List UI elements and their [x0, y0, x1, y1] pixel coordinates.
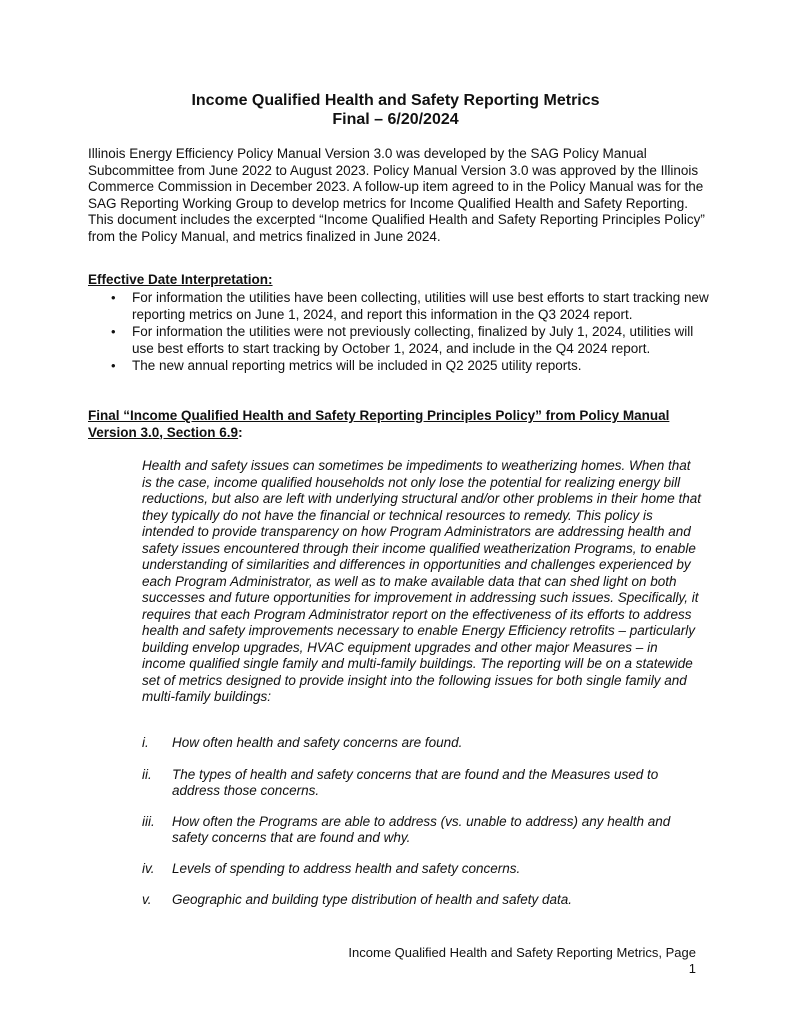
intro-paragraph: Illinois Energy Efficiency Policy Manual Version 3.0 was developed by the SAG Policy Manual Subcommittee from June 2022 to August 2023. Policy Manual Version 3.0 was approved by the Illinois Commerce Commission in December 2023. A follow-up item agreed to in the Policy Manual was for the SAG Reporting Working Group to develop metrics for Income Qualified Health and Safety Reporting. This document includes the excerpted “Income Qualified Health and Safety Reporting Principles Policy” from the Policy Manual, and metrics finalized in June 2024. [88, 146, 705, 244]
policy-heading [88, 408, 688, 441]
list-item [142, 735, 702, 752]
policy-heading-colon: : [238, 424, 243, 440]
item-text: How often health and safety concerns are found. [172, 735, 463, 750]
effective-date-heading: Effective Date Interpretation: [88, 272, 273, 287]
item-number: iii. [142, 813, 155, 829]
item-text: Levels of spending to address health and safety concerns. [172, 860, 521, 876]
item-number: i. [142, 735, 149, 750]
list-item [142, 861, 702, 878]
document-subtitle: Final – 6/20/2024 [332, 111, 459, 128]
bullet-icon: • [111, 290, 116, 305]
item-text: Geographic and building type distribution of health and safety data. [172, 892, 573, 907]
bullet-icon: • [111, 358, 116, 373]
effective-date-list [88, 290, 712, 376]
list-item [88, 358, 712, 375]
list-item [142, 892, 702, 909]
list-item [142, 814, 702, 847]
bullet-text: For information the utilities have been collecting, utilities will use best efforts to start tracking new reporting metrics on June 1, 2024, and report this information in the Q3 2024 report. [132, 290, 709, 322]
bullet-text: The new annual reporting metrics will be included in Q2 2025 utility reports. [132, 358, 582, 373]
list-item [88, 290, 712, 323]
policy-issues-list [142, 735, 702, 909]
document-title: Income Qualified Health and Safety Reporting Metrics [191, 92, 600, 109]
item-number: v. [142, 892, 152, 907]
bullet-text: For information the utilities were not previously collecting, finalized by July 1, 2024, utilities will use best efforts to start tracking by October 1, 2024, and include in the Q4 2024 report. [132, 324, 694, 356]
item-text: How often the Programs are able to address (vs. unable to address) any health and safety concerns that are found and why. [172, 813, 671, 845]
list-item [142, 767, 702, 800]
item-number: iv. [142, 860, 155, 876]
item-number: ii. [142, 766, 152, 782]
policy-body: Health and safety issues can sometimes be impediments to weatherizing homes. When that is the case, income qualified households not only lose the potential for realizing energy bill reductions, but also are left with underlying structural and/or other problems in their home that they typically do not have the financial or technical resources to remedy. This policy is intended to provide transparency on how Program Administrators are addressing health and safety issues encountered through their income qualified weatherization Programs, to enable understanding of similarities and differences in opportunities and challenges experienced by each Program Administrator, as well as to make available data that can shed light on both successes and future opportunities for improvement in addressing such issues. Specifically, it requires that each Program Administrator report on the effectiveness of its efforts to address health and safety improvements necessary to enable Energy Efficiency retrofits – particularly building envelop upgrades, HVAC equipment upgrades and other major Measures – in income qualified single family and multi-family buildings. The reporting will be on a statewide set of metrics designed to provide insight into the following issues for both single family and multi-family buildings: [142, 458, 702, 704]
bullet-icon: • [111, 324, 116, 339]
list-item [88, 324, 712, 357]
item-text: The types of health and safety concerns that are found and the Measures used to address those concerns. [172, 766, 659, 798]
policy-heading-text: Final “Income Qualified Health and Safety Reporting Principles Policy” from Policy Manual Version 3.0, Section 6.9 [88, 408, 670, 440]
page-footer: Income Qualified Health and Safety Reporting Metrics, Page 1 [348, 945, 696, 976]
document-title-block [0, 91, 791, 129]
